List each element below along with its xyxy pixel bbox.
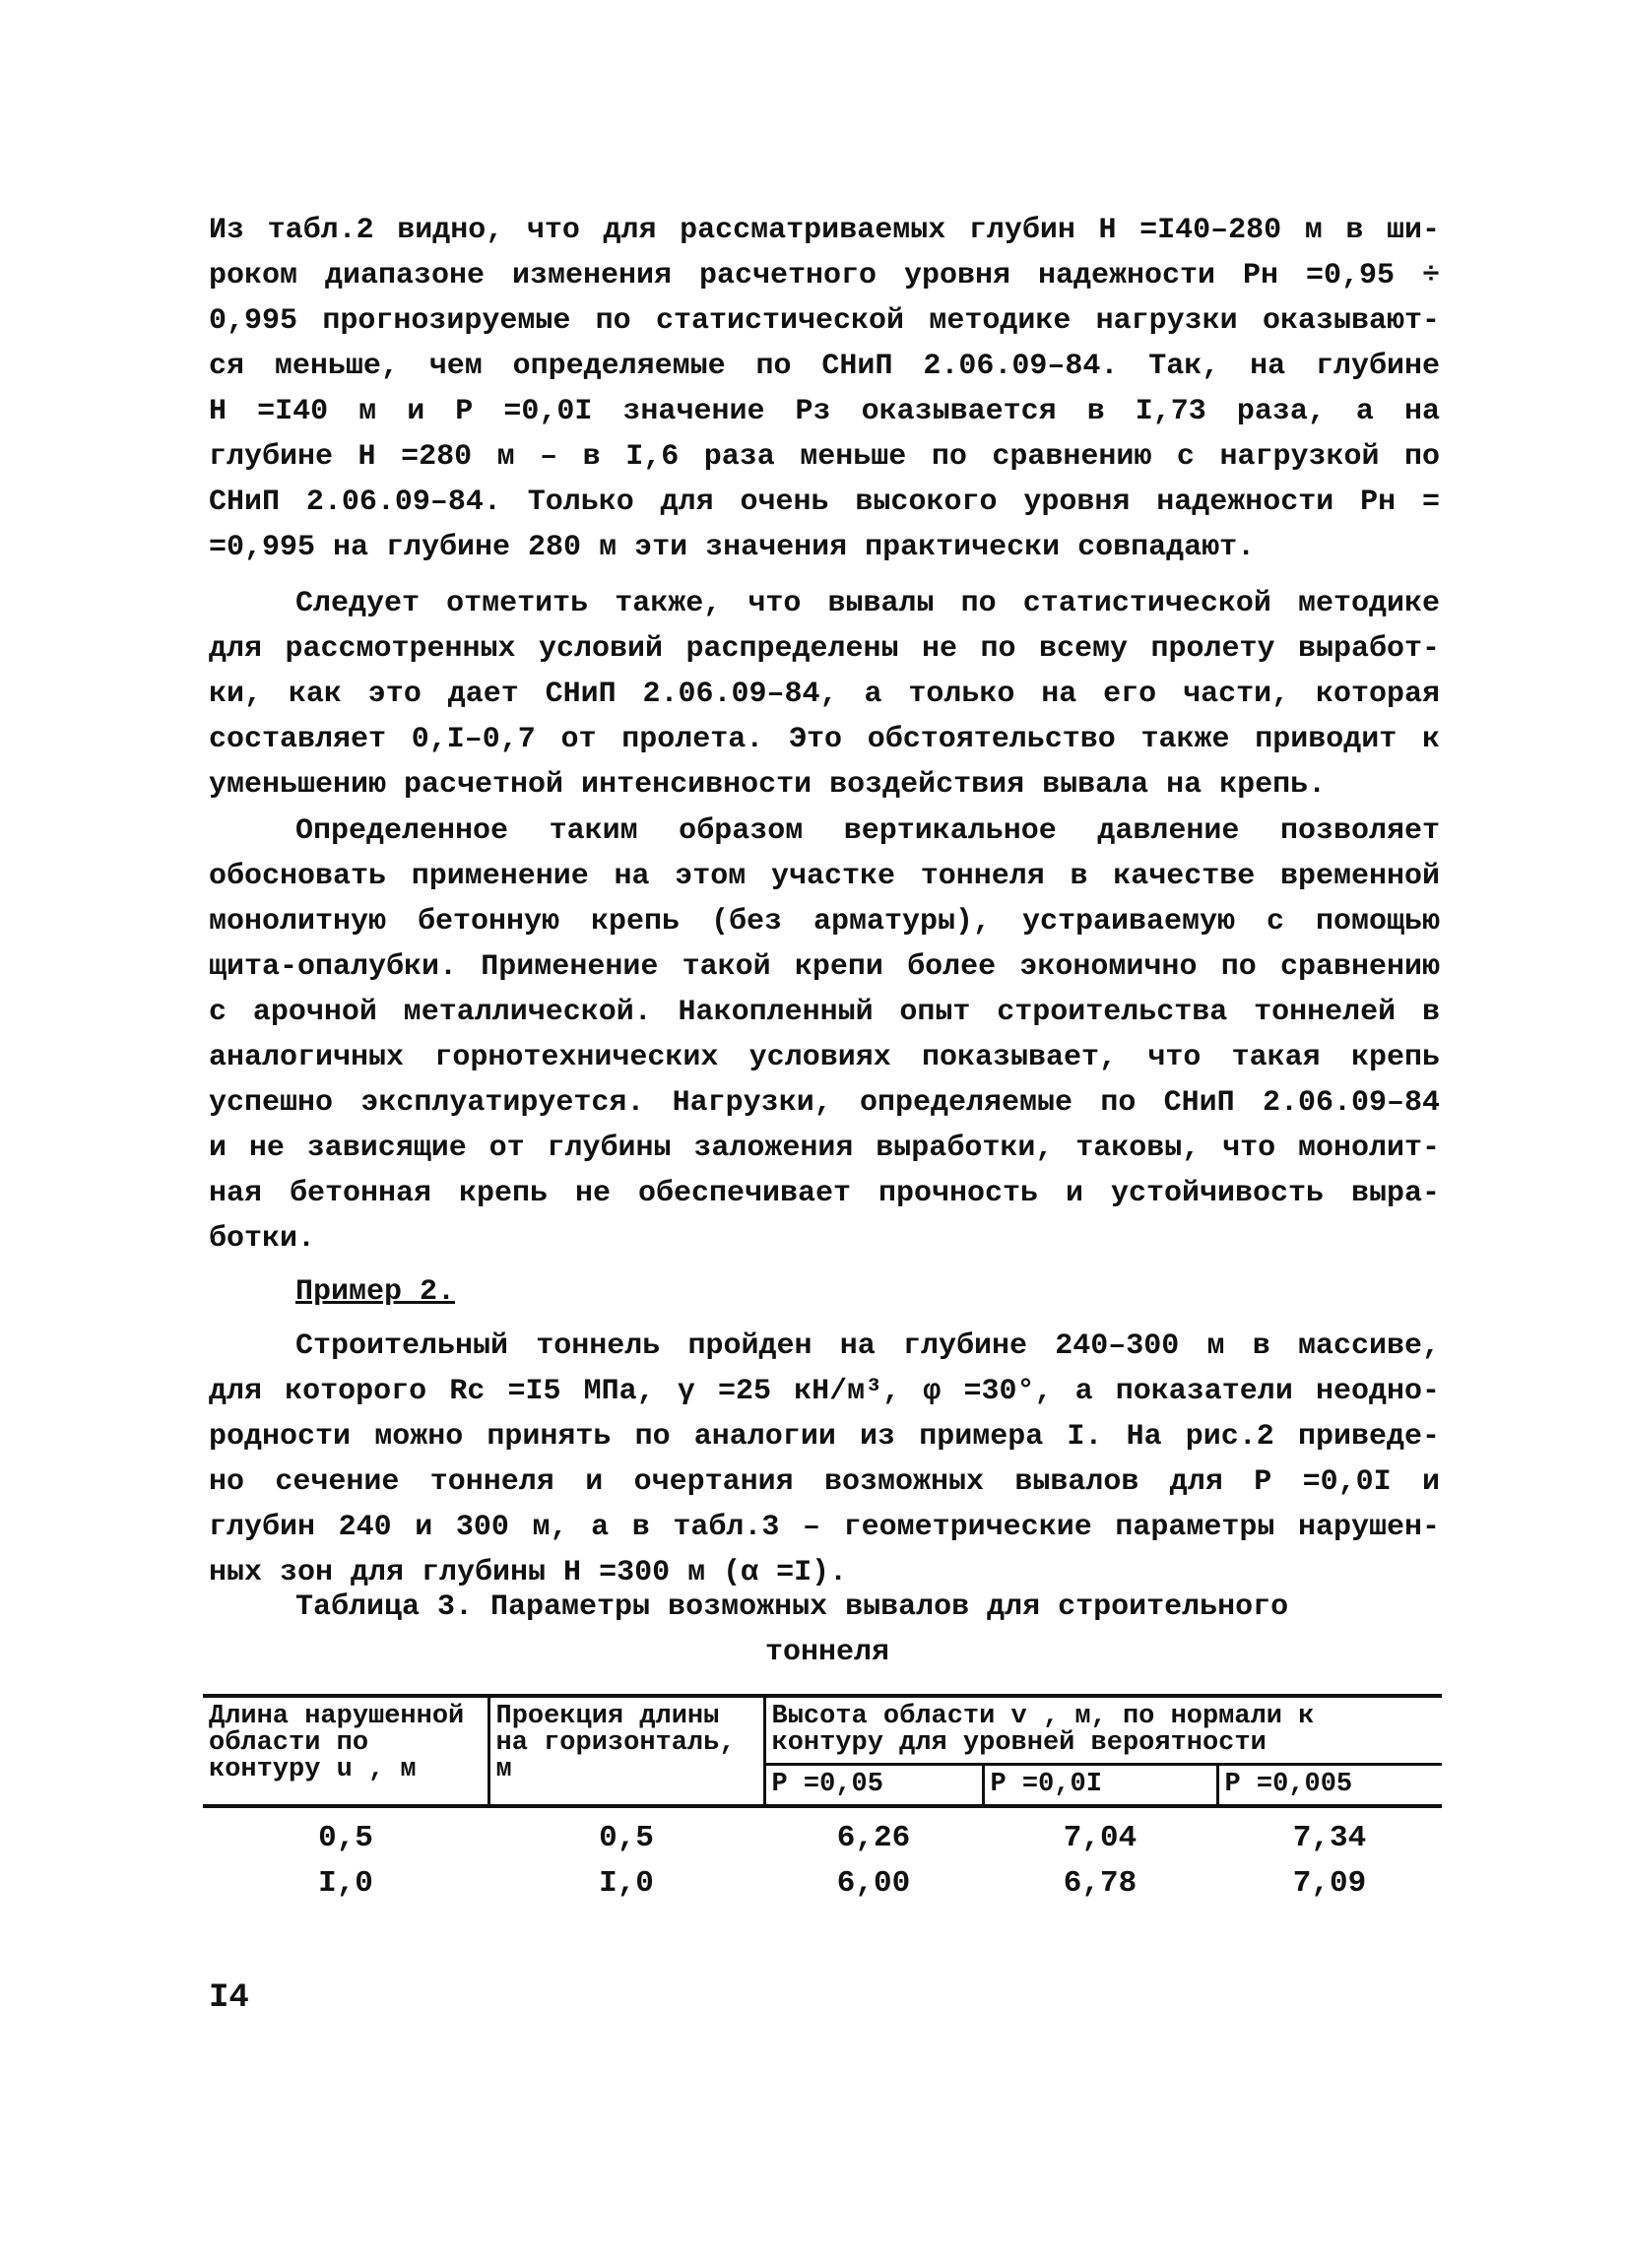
text-line: с арочной металлической. Накопленный опыт строительства тоннелей в [209,996,1440,1029]
text-line: глубине H =280 м – в I,6 раза меньше по сравнению с нагрузкой по [209,440,1440,474]
header-height-group: Высота области v , м, по нормали к контуру для уровней вероятности [764,1696,1442,1765]
parameters-table [203,1694,1442,1907]
table-cell: 0,5 [318,1821,373,1855]
table-caption [295,1585,1359,1675]
text-line: уменьшению расчетной интенсивности воздействия вывала на крепь. [209,768,1327,802]
header-projection: Проекция длины на горизонталь, м [488,1696,764,1806]
text-line: Строительный тоннель пройден на глубине 240–300 м в массиве, [295,1329,1440,1363]
table-cell: 0,5 [599,1821,654,1855]
table-cell: 7,34 [1292,1821,1367,1855]
text-line: Определенное таким образом вертикальное давление позволяет [295,814,1440,848]
text-line: успешно эксплуатируется. Нагрузки, определяемые по СНиП 2.06.09–84 [209,1086,1440,1120]
text-line: родности можно принять по аналогии из примера I. На рис.2 приведе- [209,1420,1440,1454]
text-line: ных зон для глубины H =300 м (α =I). [209,1556,848,1589]
text-line: ботки. [209,1222,316,1256]
text-line: но сечение тоннеля и очертания возможных вывалов для P =0,0I и [209,1465,1440,1499]
paragraph-1 [209,208,1440,570]
text-line: аналогичных горнотехнических условиях показывает, что такая крепь [209,1041,1440,1074]
text-line: роком диапазоне изменения расчетного уровня надежности Pн =0,95 ÷ [209,259,1440,292]
text-line: для которого Rc =I5 МПа, γ =25 кН/м³, φ =30°, а показатели неодно- [209,1375,1440,1408]
header-length: Длина нарушенной области по контуру u , м [203,1696,488,1806]
text-line: ся меньше, чем определяемые по СНиП 2.06.09–84. Так, на глубине [209,350,1440,383]
table-cell: I,0 [318,1866,373,1901]
text-line: ки, как это дает СНиП 2.06.09–84, а только на его части, которая [209,678,1440,711]
paragraph-2 [209,581,1440,808]
text-line: =0,995 на глубине 280 м эти значения практически совпадают. [209,531,1256,564]
text-line: для рассмотренных условий распределены не по всему пролету выработ- [209,632,1440,666]
table-cell: I,0 [599,1866,654,1901]
text-line: ная бетонная крепь не обеспечивает прочность и устойчивость выра- [209,1177,1440,1210]
text-line: H =I40 м и P =0,0I значение Pз оказывается в I,73 раза, а на [209,395,1440,428]
text-line: 0,995 прогнозируемые по статистической методике нагрузки оказывают- [209,304,1440,338]
table-cell: 6,78 [1063,1866,1138,1901]
example-heading [295,1269,455,1315]
text-line: обосновать применение на этом участке тоннеля в качестве временной [209,860,1440,893]
paragraph-4 [209,1324,1440,1595]
example-heading-text: Пример 2. [295,1275,456,1309]
text-line: составляет 0,I–0,7 от пролета. Это обстоятельство также приводит к [209,723,1440,756]
paragraph-3 [209,809,1440,1262]
table-caption-line2: тоннеля [764,1636,890,1669]
text-line: Из табл.2 видно, что для рассматриваемых глубин H =I40–280 м в ши- [209,214,1440,247]
table-caption-line1: Таблица 3. Параметры возможных вывалов для строительного [295,1590,1289,1624]
text-line: Следует отметить также, что вывалы по статистической методике [295,587,1440,620]
header-p-005: P =0,05 [764,1765,983,1807]
text-line: и не зависящие от глубины заложения выработки, таковы, что монолит- [209,1132,1440,1165]
table-row [203,1806,1442,1861]
header-p-001: P =0,0I [983,1765,1217,1807]
table-cell: 6,00 [836,1866,911,1901]
table-cell: 6,26 [836,1821,911,1855]
text-line: монолитную бетонную крепь (без арматуры), устраиваемую с помощью [209,905,1440,939]
text-line: СНиП 2.06.09–84. Только для очень высокого уровня надежности Pн = [209,486,1440,519]
text-line: щита-опалубки. Применение такой крепи более экономично по сравнению [209,950,1440,984]
text-line: глубин 240 и 300 м, а в табл.3 – геометрические параметры нарушен- [209,1511,1440,1544]
header-p-0005: P =0,005 [1217,1765,1442,1807]
table-cell: 7,04 [1063,1821,1138,1855]
table-cell: 7,09 [1292,1866,1367,1901]
table-row [203,1861,1442,1907]
page-number: I4 [209,1979,249,2017]
